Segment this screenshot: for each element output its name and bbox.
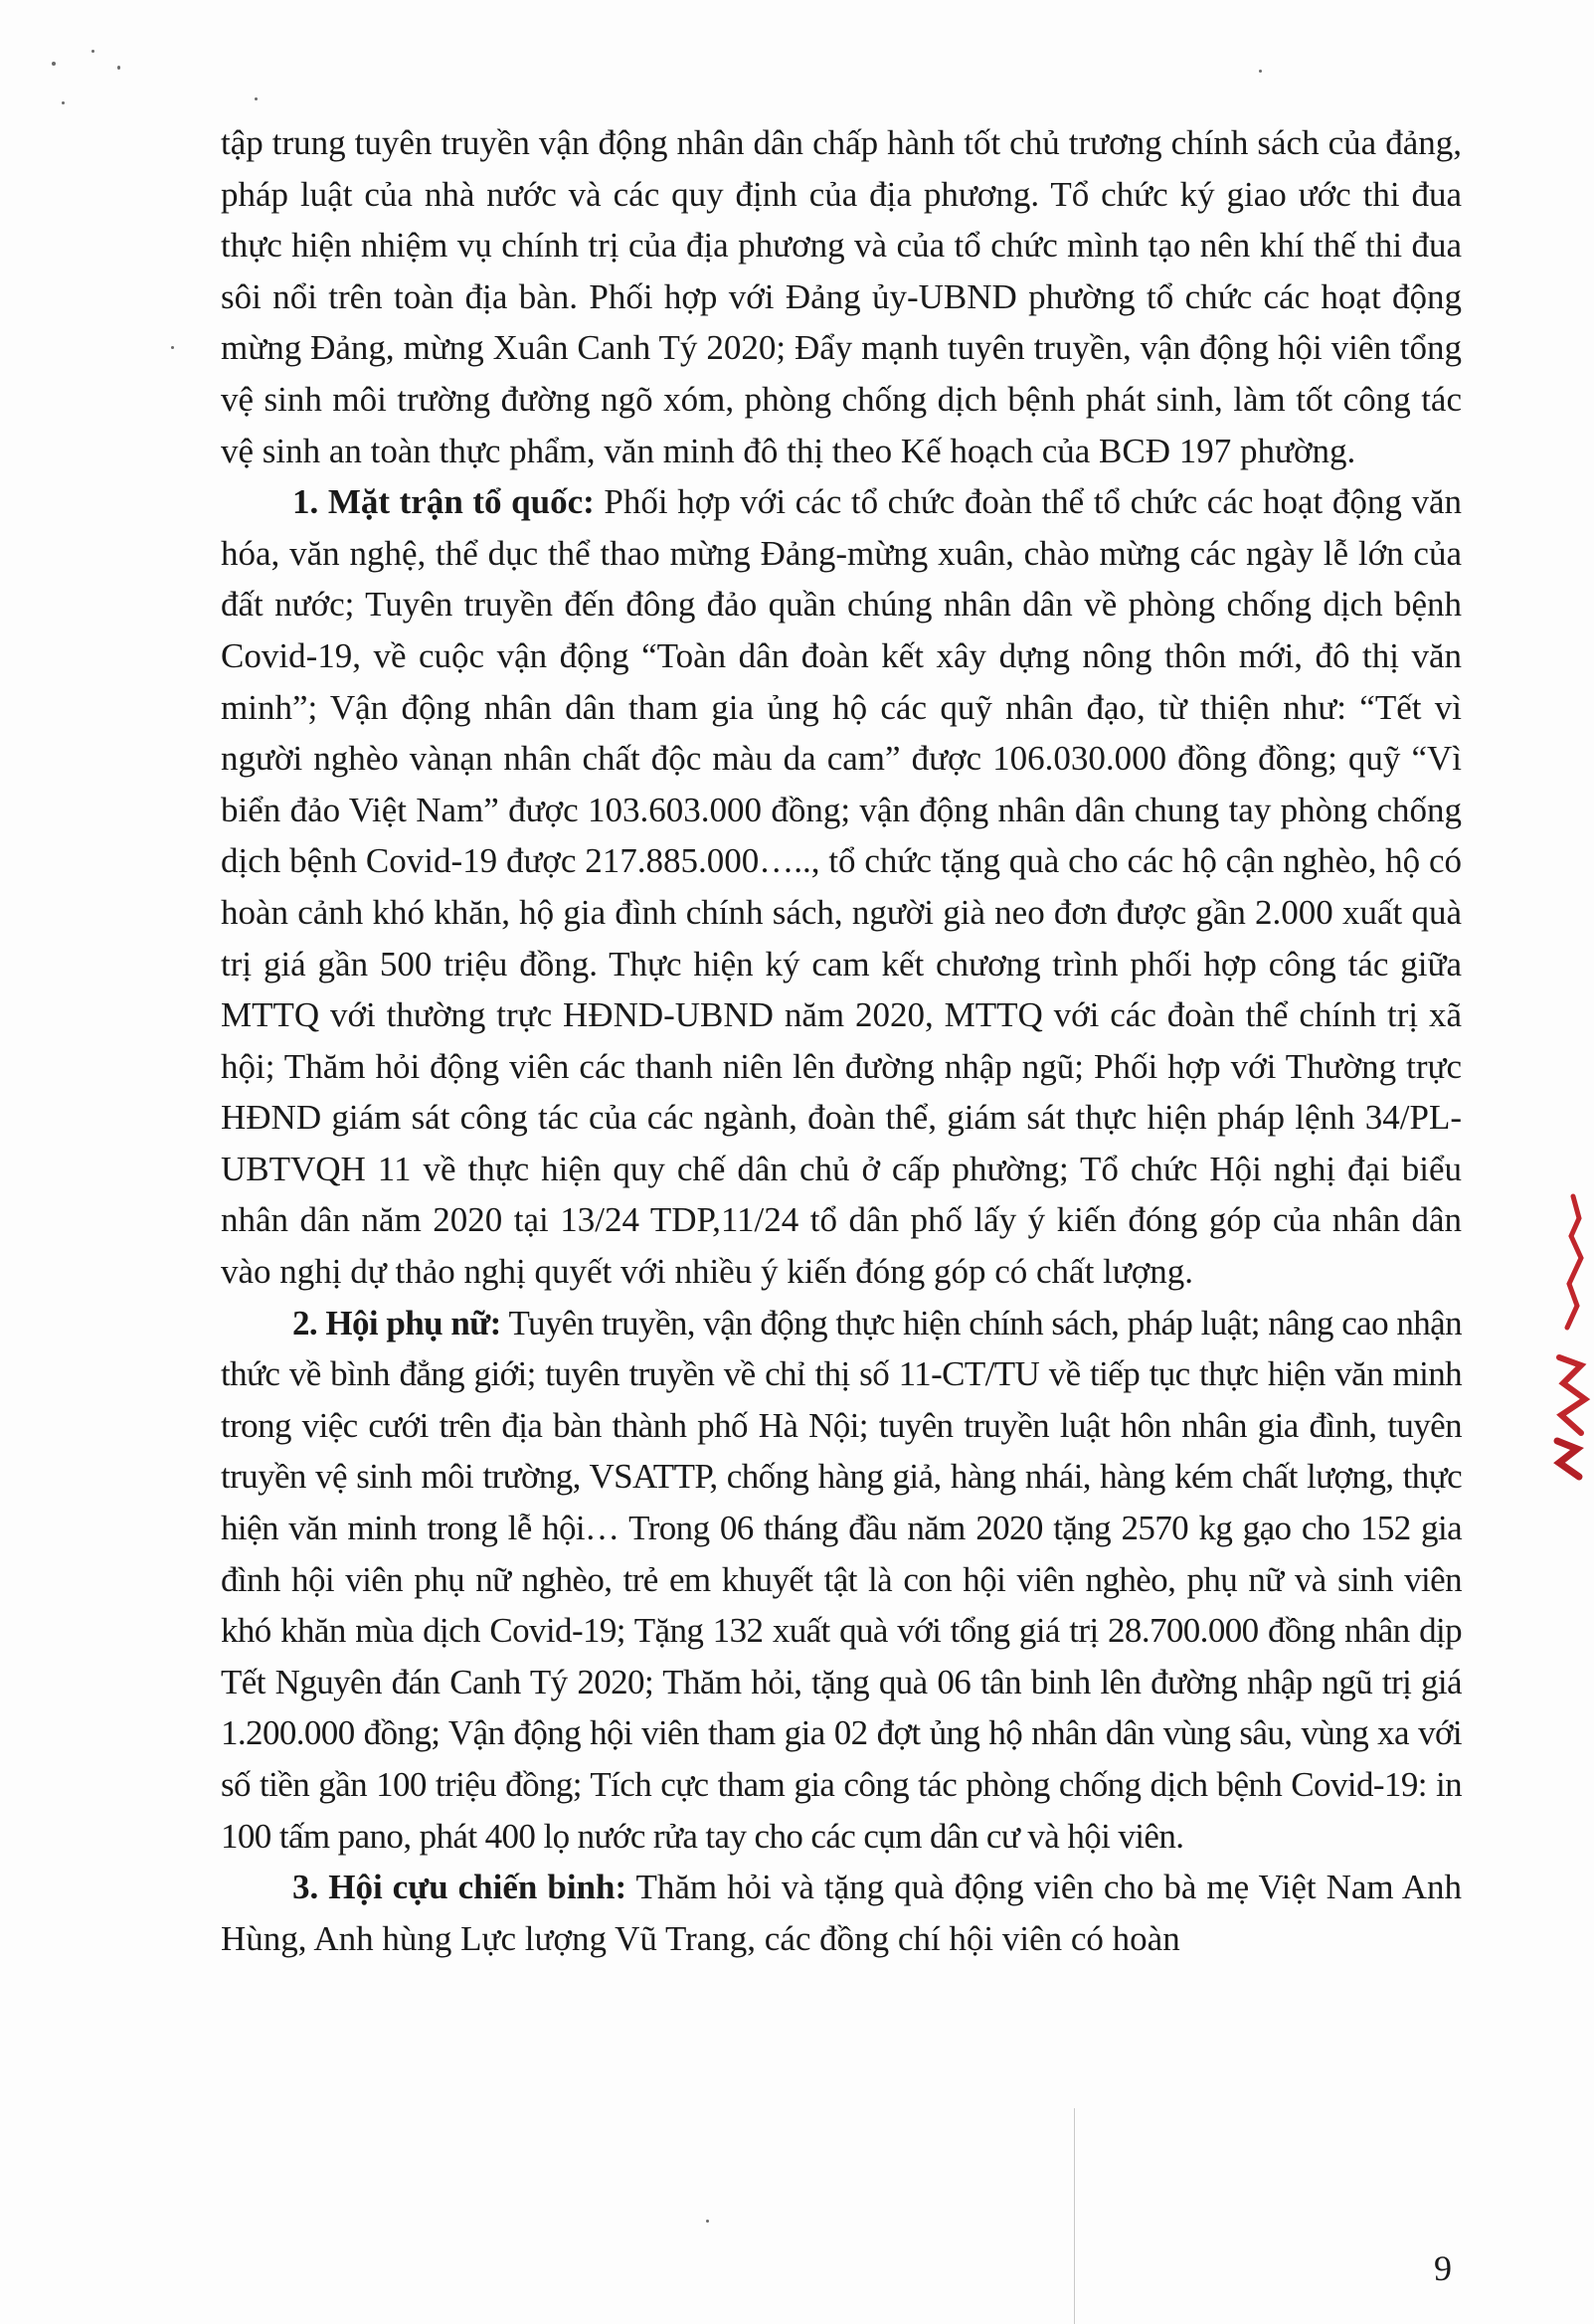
paragraph-phu-nu [221, 1298, 1462, 1863]
paragraph-heading: 2. Hội phụ nữ: [292, 1303, 501, 1342]
scan-speck [255, 97, 258, 100]
text-line: minh đô thị theo Kế hoạch của BCĐ 197 phường. [662, 431, 1356, 470]
document-body [221, 117, 1462, 1964]
paragraph-heading: 1. Mặt trận tổ quốc: [292, 482, 595, 522]
text-line: đảng, pháp luật của nhà nước và các quy định của địa phương. Tổ chức ký giao ước [221, 123, 1462, 214]
text-line: động văn hóa, văn nghệ, thể dục thể thao mừng Đảng-mừng xuân, chào mừng [221, 482, 1463, 573]
text-line: cam” được 106.030.000 đồng đồng; quỹ “Vì biển đảo Việt Nam” được [221, 739, 1462, 829]
text-line: Tuyên truyền, vận động thực hiện chính sách, pháp luật; nâng cao [508, 1303, 1388, 1342]
text-line: chất lượng, thực hiện văn minh trong lễ hội… Trong 06 tháng đầu năm 2020 tặng 2570 [221, 1457, 1462, 1548]
text-line: các ngày lễ lớn của đất nước; Tuyên truyền đến đông đảo quần chúng nhân dân [221, 533, 1462, 625]
paragraph-intro [221, 117, 1462, 476]
text-line: phụ nữ và sinh viên khó khăn mùa dịch Covid-19; Tặng 132 xuất quà với tổng giá trị [221, 1559, 1462, 1651]
text-line: Thăm hỏi và tặng quà động viên cho bà mẹ Việt [635, 1868, 1317, 1907]
scan-speck [171, 346, 174, 349]
text-line: tập trung tuyên truyền vận động nhân dân chấp hành tốt chủ trương chính sách của [221, 123, 1377, 162]
text-line: phòng chống dịch bệnh Covid-19: in 100 tấm pano, phát 400 lọ nước rửa tay cho các cụm [221, 1765, 1462, 1856]
text-line: khí thế thi đua sôi nổi trên toàn địa bàn. Phối hợp với Đảng ủy-UBND phường tổ [221, 226, 1463, 316]
text-line: đình, tuyên truyền vệ sinh môi trường, VSATTP, chống hàng giả, hàng nhái, hàng kém [221, 1405, 1463, 1497]
scan-speck [52, 62, 56, 66]
page-number: 9 [1434, 2248, 1452, 2288]
text-line: chức các hoạt động mừng Đảng, mừng Xuân Canh Tý 2020; Đẩy mạnh tuyên [221, 276, 1463, 368]
text-line: kg gạo cho 152 gia đình hội viên phụ nữ nghèo, trẻ em khuyết tật là con hội viên nghèo, [221, 1509, 1463, 1599]
text-line: hoàn cảnh khó khăn, hộ gia đình chính sách, người già neo đơn được gần 2.000 [221, 892, 1333, 932]
text-line: quyết với nhiều ý kiến đóng góp có chất lượng. [534, 1252, 1194, 1292]
text-line: 28.700.000 đồng nhân dịp Tết Nguyên đán Canh Tý 2020; Thăm hỏi, tặng quà 06 tân [221, 1611, 1462, 1701]
paragraph-mat-tran [221, 476, 1462, 1298]
text-line: chống dịch bệnh phát sinh, làm tốt công tác vệ sinh an toàn thực phẩm, văn [221, 379, 1463, 470]
text-line: đoàn thể chính trị xã hội; Thăm hỏi động viên các thanh niên lên đường nhập [221, 995, 1462, 1086]
text-line: hộ nhân dân vùng sâu, vùng xa với số tiền gần 100 triệu đồng; Tích cực tham gia công tác [221, 1713, 1462, 1804]
text-line: Phối hợp với các tổ chức đoàn thể tổ chức các hoạt [604, 482, 1324, 522]
text-line: dựng nông thôn mới, đô thị văn minh”; Vận động nhân dân tham gia ủng hộ các [221, 635, 1463, 727]
text-line: nhận thức về bình đẳng giới; tuyên truyền về chỉ thị số 11-CT/TU về tiếp tục thực hiện [221, 1303, 1462, 1394]
paragraph-cuu-chien-binh [221, 1862, 1462, 1964]
text-line: về phòng chống dịch bệnh Covid-19, về cuộc vận động “Toàn dân đoàn kết xây [221, 585, 1463, 675]
red-seal-fragment [1551, 1188, 1594, 1487]
text-line: Covid-19 được 217.885.000….., tổ chức tặng quà cho các hộ cận nghèo, hộ có [365, 841, 1463, 881]
text-line: ngũ; Phối hợp với Thường trực HĐND giám sát công tác của các ngành, đoàn [221, 1046, 1462, 1138]
text-line: chủ ở cấp phường; Tổ chức Hội nghị đại biểu nhân dân năm 2020 tại 13/24 [221, 1149, 1463, 1240]
scan-speck [1259, 70, 1262, 73]
scan-speck [706, 2220, 709, 2223]
text-line: dân cư và hội viên. [930, 1816, 1184, 1856]
scan-speck [62, 101, 65, 104]
scan-speck [117, 66, 120, 70]
text-line: công tác giữa MTTQ với thường trực HĐND-UBND năm 2020, MTTQ với các [221, 944, 1462, 1035]
text-line: thể, giám sát thực hiện pháp lệnh 34/PL-UBTVQH 11 về thực hiện quy chế dân [221, 1098, 1462, 1188]
text-line: Nam Anh Hùng, Anh hùng Lực lượng Vũ Trang, các đồng chí hội viên có hoàn [221, 1868, 1462, 1958]
scan-artifact-line [1074, 2108, 1075, 2324]
text-line: văn minh trong việc cưới trên địa bàn thành phố Hà Nội; tuyên truyền luật hôn nhân gia [221, 1354, 1463, 1445]
text-line: thi đua thực hiện nhiệm vụ chính trị của địa phương và của tổ chức mình tạo nên [221, 174, 1463, 266]
text-line: xuất quà trị giá gần 500 triệu đồng. Thực hiện ký cam kết chương trình phối hợp [221, 892, 1463, 983]
text-line: binh lên đường nhập ngũ trị giá 1.200.000 đồng; Vận động hội viên tham gia 02 đợt ủng [221, 1662, 1462, 1753]
text-line: 103.603.000 đồng; vận động nhân dân chung tay phòng chống dịch bệnh [221, 790, 1463, 881]
text-line: TDP,11/24 tổ dân phố lấy ý kiến đóng góp của nhân dân vào nghị dự thảo nghị [221, 1200, 1462, 1292]
scan-speck [91, 50, 94, 53]
text-line: quỹ nhân đạo, từ thiện như: “Tết vì người nghèo vànạn nhân chất độc màu da [221, 687, 1462, 779]
paragraph-heading: 3. Hội cựu chiến binh: [292, 1868, 627, 1907]
text-line: truyền, vận động hội viên tổng vệ sinh môi trường đường ngõ xóm, phòng [221, 328, 1463, 419]
